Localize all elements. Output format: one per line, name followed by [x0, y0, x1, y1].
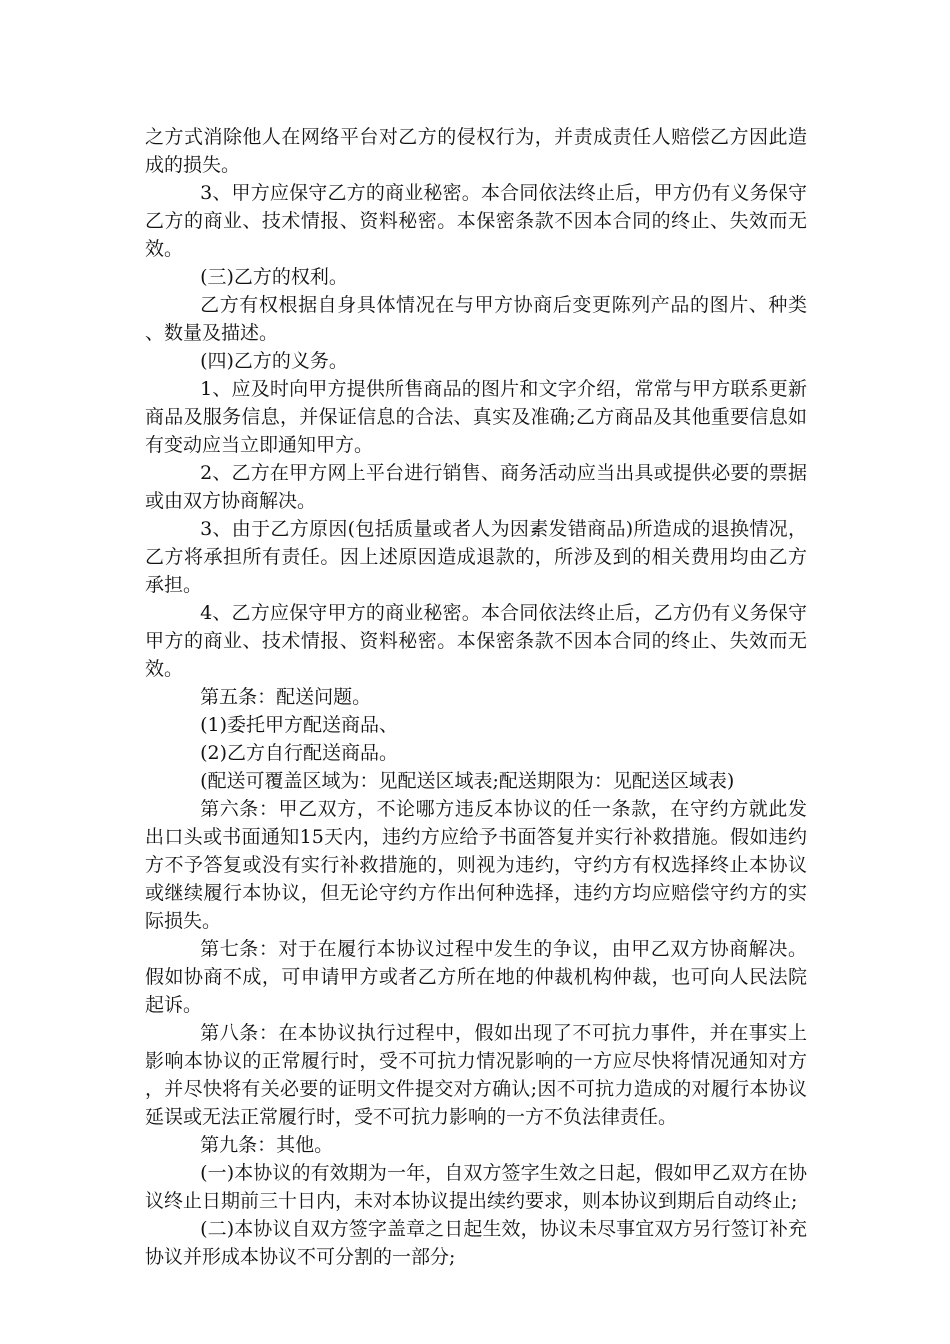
paragraph-12: (2)乙方自行配送商品。 — [200, 742, 399, 764]
paragraph-3: (三)乙方的权利。 — [200, 266, 348, 288]
paragraph-16: 第八条：在本协议执行过程中，假如出现了不可抗力事件，并在事实上影响本协议的正常履行时，受不可抗力情况影响的一方应尽快将情况通知对方，并尽快将有关必要的证明文件提交对方确认;因不可抗力造成的对履行本协议延误或无法正常履行时，受不可抗力影响的一方不负法律责任。 — [145, 1022, 807, 1128]
paragraph-1: 之方式消除他人在网络平台对乙方的侵权行为，并责成责任人赔偿乙方因此造成的损失。 — [145, 126, 807, 176]
paragraph-6: 1、应及时向甲方提供所售商品的图片和文字介绍，常常与甲方联系更新商品及服务信息，并保证信息的合法、真实及准确;乙方商品及其他重要信息如有变动应当立即通知甲方。 — [145, 378, 807, 456]
paragraph-18: (一)本协议的有效期为一年，自双方签字生效之日起，假如甲乙双方在协议终止日期前三十日内，未对本协议提出续约要求，则本协议到期后自动终止; — [145, 1162, 807, 1212]
paragraph-19: (二)本协议自双方签字盖章之日起生效，协议未尽事宜双方另行签订补充协议并形成本协议不可分割的一部分; — [145, 1218, 807, 1268]
paragraph-4: 乙方有权根据自身具体情况在与甲方协商后变更陈列产品的图片、种类、数量及描述。 — [145, 294, 807, 344]
paragraph-11: (1)委托甲方配送商品、 — [200, 714, 399, 736]
paragraph-10: 第五条：配送问题。 — [200, 686, 372, 708]
paragraph-13: (配送可覆盖区域为：见配送区域表;配送期限为：见配送区域表) — [200, 770, 735, 792]
paragraph-8: 3、由于乙方原因(包括质量或者人为因素发错商品)所造成的退换情况，乙方将承担所有责任。因上述原因造成退款的，所涉及到的相关费用均由乙方承担。 — [145, 518, 807, 596]
paragraph-14: 第六条：甲乙双方，不论哪方违反本协议的任一条款，在守约方就此发出口头或书面通知15天内，违约方应给予书面答复并实行补救措施。假如违约方不予答复或没有实行补救措施的，则视为违约，守约方有权选择终止本协议或继续履行本协议，但无论守约方作出何种选择，违约方均应赔偿守约方的实际损失。 — [145, 798, 807, 932]
paragraph-2: 3、甲方应保守乙方的商业秘密。本合同依法终止后，甲方仍有义务保守乙方的商业、技术情报、资料秘密。本保密条款不因本合同的终止、失效而无效。 — [145, 182, 807, 260]
document-page — [145, 123, 807, 1271]
paragraph-7: 2、乙方在甲方网上平台进行销售、商务活动应当出具或提供必要的票据或由双方协商解决。 — [145, 462, 807, 512]
paragraph-17: 第九条：其他。 — [200, 1134, 334, 1156]
paragraph-5: (四)乙方的义务。 — [200, 350, 348, 372]
paragraph-9: 4、乙方应保守甲方的商业秘密。本合同依法终止后，乙方仍有义务保守甲方的商业、技术情报、资料秘密。本保密条款不因本合同的终止、失效而无效。 — [145, 602, 807, 680]
paragraph-15: 第七条：对于在履行本协议过程中发生的争议，由甲乙双方协商解决。假如协商不成，可申请甲方或者乙方所在地的仲裁机构仲裁，也可向人民法院起诉。 — [145, 938, 807, 1016]
